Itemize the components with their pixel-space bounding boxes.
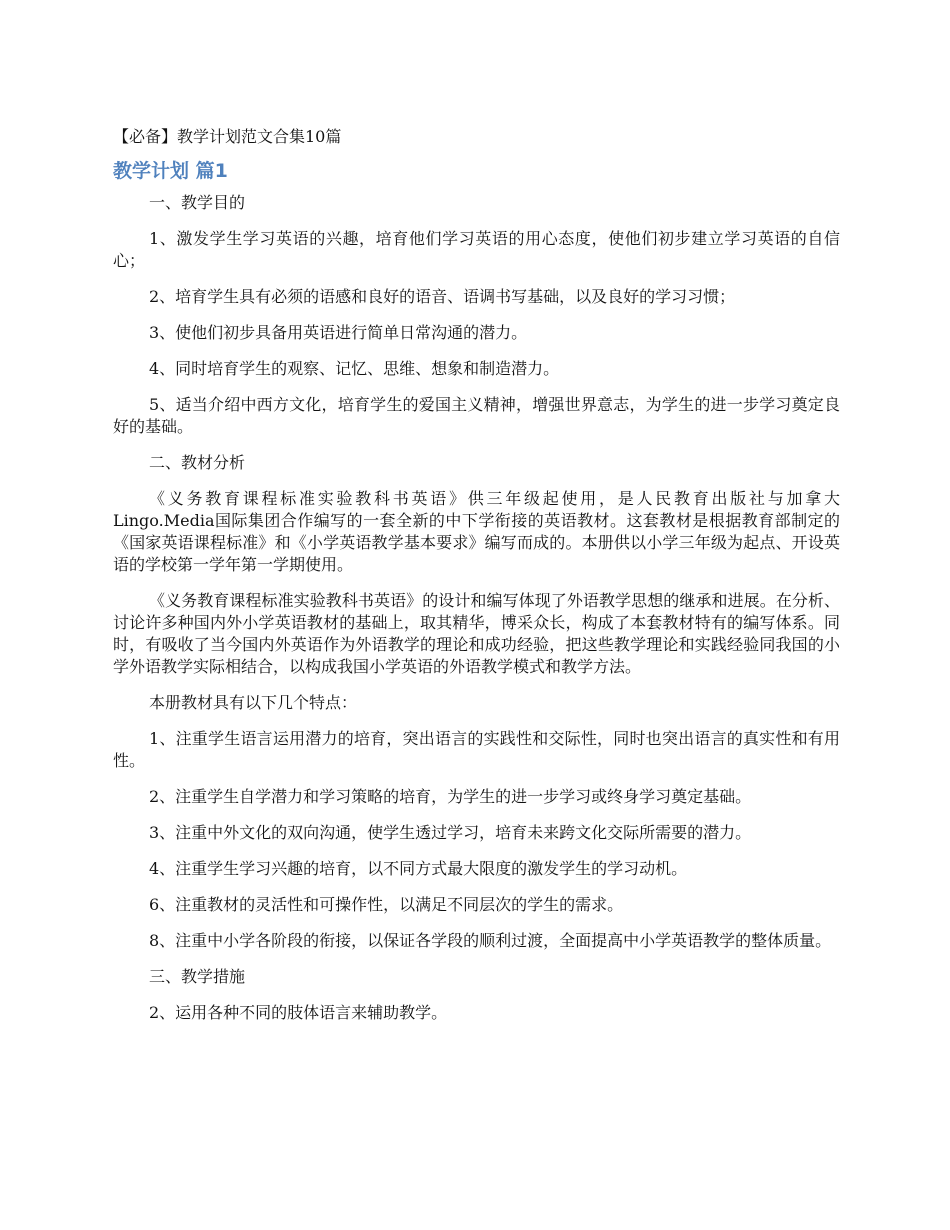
paragraph: 2、运用各种不同的肢体语言来辅助教学。 <box>149 1003 448 1022</box>
paragraph: 本册教材具有以下几个特点： <box>149 693 358 712</box>
paragraph: 8、注重中小学各阶段的衔接，以保证各学段的顺利过渡，全面提高中小学英语教学的整体质量。 <box>149 931 832 950</box>
section-heading: 教学计划 篇1 <box>113 160 228 182</box>
paragraph: 3、使他们初步具备用英语进行简单日常沟通的潜力。 <box>149 323 528 342</box>
paragraph: 《义务教育课程标准实验教科书英语》供三年级起使用，是人民教育出版社与加拿大Lingo.Media国际集团合作编写的一套全新的中下学衔接的英语教材。这套教材是根据教育部制定的《国家英语课程标准》和《小学英语教学基本要求》编写而成的。本册供以小学三年级为起点、开设英语的学校第一学年第一学期使用。 <box>113 489 840 574</box>
paragraph: 4、注重学生学习兴趣的培育，以不同方式最大限度的激发学生的学习动机。 <box>149 859 688 878</box>
paragraph: 二、教材分析 <box>149 453 246 472</box>
paragraph: 5、适当介绍中西方文化，培育学生的爱国主义精神，增强世界意志，为学生的进一步学习奠定良好的基础。 <box>113 395 840 436</box>
paragraph: 一、教学目的 <box>149 193 246 212</box>
document-body <box>113 124 840 1038</box>
paragraph: 1、注重学生语言运用潜力的培育，突出语言的实践性和交际性，同时也突出语言的真实性和有用性。 <box>113 729 840 770</box>
paragraph: 1、激发学生学习英语的兴趣，培育他们学习英语的用心态度，使他们初步建立学习英语的自信心； <box>113 229 840 270</box>
paragraph: 《义务教育课程标准实验教科书英语》的设计和编写体现了外语教学思想的继承和进展。在分析、讨论许多种国内外小学英语教材的基础上，取其精华，博采众长，构成了本套教材特有的编写体系。同时，有吸收了当今国内外英语作为外语教学的理论和成功经验，把这些教学理论和实践经验同我国的小学外语教学实际相结合，以构成我国小学英语的外语教学模式和教学方法。 <box>113 591 840 676</box>
document-title: 【必备】教学计划范文合集10篇 <box>113 127 342 146</box>
paragraph: 2、注重学生自学潜力和学习策略的培育，为学生的进一步学习或终身学习奠定基础。 <box>149 787 752 806</box>
paragraph: 三、教学措施 <box>149 967 246 986</box>
paragraph: 6、注重教材的灵活性和可操作性，以满足不同层次的学生的需求。 <box>149 895 624 914</box>
paragraph: 2、培育学生具有必须的语感和良好的语音、语调书写基础，以及良好的学习习惯； <box>149 287 736 306</box>
paragraph: 4、同时培育学生的观察、记忆、思维、想象和制造潜力。 <box>149 359 560 378</box>
paragraph: 3、注重中外文化的双向沟通，使学生透过学习，培育未来跨文化交际所需要的潜力。 <box>149 823 752 842</box>
